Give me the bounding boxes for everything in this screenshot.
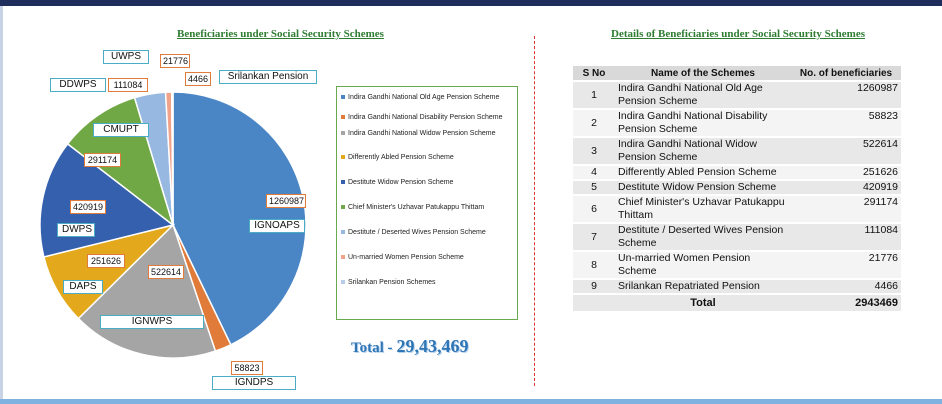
legend-item bbox=[341, 113, 513, 122]
row-sno: 8 bbox=[573, 251, 615, 279]
callout-value-ignoaps: 1260987 bbox=[266, 194, 306, 208]
table-row bbox=[573, 81, 901, 109]
total-beneficiaries bbox=[351, 336, 469, 357]
chart-title: Beneficiaries under Social Security Schemes bbox=[177, 28, 384, 40]
legend-swatch bbox=[341, 95, 345, 99]
table-header-row bbox=[573, 66, 901, 81]
callout-abbr-srilankan: Srilankan Pension bbox=[219, 70, 317, 84]
callout-value-dwps: 420919 bbox=[70, 200, 106, 214]
table-row bbox=[573, 165, 901, 180]
legend-swatch bbox=[341, 280, 345, 284]
callout-abbr-daps: DAPS bbox=[63, 280, 103, 294]
callout-value-uwps: 21776 bbox=[160, 54, 190, 68]
row-scheme-name: Destitute Widow Pension Scheme bbox=[615, 180, 791, 195]
legend-swatch bbox=[341, 155, 345, 159]
legend-label: Chief Minister's Uzhavar Patukappu Thittam bbox=[348, 204, 485, 211]
legend-label: Indira Gandhi National Disability Pension Scheme bbox=[348, 114, 503, 121]
table-row bbox=[573, 223, 901, 251]
legend-label: Destitute Widow Pension Scheme bbox=[348, 179, 454, 186]
row-scheme-name: Indira Gandhi National Old Age Pension Scheme bbox=[615, 81, 791, 109]
table-row bbox=[573, 109, 901, 137]
legend-item bbox=[341, 153, 513, 162]
legend-label: Differently Abled Pension Scheme bbox=[348, 154, 454, 161]
callout-abbr-ddwps: DDWPS bbox=[50, 78, 106, 92]
total-row-blank bbox=[573, 294, 615, 312]
table-row bbox=[573, 195, 901, 223]
row-sno: 1 bbox=[573, 81, 615, 109]
row-scheme-name: Indira Gandhi National Disability Pension Scheme bbox=[615, 109, 791, 137]
total-row-label: Total bbox=[615, 294, 791, 312]
legend-swatch bbox=[341, 131, 345, 135]
row-sno: 3 bbox=[573, 137, 615, 165]
row-scheme-name: Indira Gandhi National Widow Pension Scheme bbox=[615, 137, 791, 165]
row-scheme-name: Srilankan Repatriated Pension bbox=[615, 279, 791, 294]
row-count: 251626 bbox=[791, 165, 901, 180]
row-count: 291174 bbox=[791, 195, 901, 223]
table-total-row bbox=[573, 294, 901, 312]
row-sno: 2 bbox=[573, 109, 615, 137]
total-row-count: 2943469 bbox=[791, 294, 901, 312]
callout-value-ignwps: 522614 bbox=[148, 265, 184, 279]
callout-value-srilankan: 4466 bbox=[185, 72, 211, 86]
header-sno: S No bbox=[573, 66, 615, 81]
row-count: 58823 bbox=[791, 109, 901, 137]
total-value: 29,43,469 bbox=[396, 336, 469, 356]
legend-item bbox=[341, 93, 513, 102]
table-row bbox=[573, 279, 901, 294]
row-sno: 7 bbox=[573, 223, 615, 251]
legend-label: Indira Gandhi National Old Age Pension Scheme bbox=[348, 94, 500, 101]
legend-item bbox=[341, 203, 513, 212]
row-count: 111084 bbox=[791, 223, 901, 251]
total-label: Total - bbox=[351, 340, 393, 356]
callout-abbr-dwps: DWPS bbox=[57, 223, 95, 237]
legend-label: Destitute / Deserted Wives Pension Scheme bbox=[348, 229, 486, 236]
header-scheme-name: Name of the Schemes bbox=[615, 66, 791, 81]
row-sno: 9 bbox=[573, 279, 615, 294]
callout-value-ddwps: 111084 bbox=[108, 78, 148, 92]
legend-swatch bbox=[341, 180, 345, 184]
legend-item bbox=[341, 278, 513, 287]
table-title: Details of Beneficiaries under Social Security Schemes bbox=[611, 28, 865, 40]
callout-value-cmupt: 291174 bbox=[84, 153, 121, 167]
callout-value-igndps: 58823 bbox=[231, 361, 263, 375]
row-sno: 6 bbox=[573, 195, 615, 223]
row-scheme-name: Chief Minister's Uzhavar Patukappu Thittam bbox=[615, 195, 791, 223]
row-scheme-name: Destitute / Deserted Wives Pension Scheme bbox=[615, 223, 791, 251]
legend-swatch bbox=[341, 115, 345, 119]
row-count: 4466 bbox=[791, 279, 901, 294]
callout-abbr-ignoaps: IGNOAPS bbox=[249, 219, 305, 233]
schemes-table bbox=[573, 66, 901, 313]
table-row bbox=[573, 251, 901, 279]
row-count: 1260987 bbox=[791, 81, 901, 109]
row-count: 420919 bbox=[791, 180, 901, 195]
legend-item bbox=[341, 129, 513, 138]
callout-abbr-uwps: UWPS bbox=[103, 50, 149, 64]
legend-item bbox=[341, 178, 513, 187]
legend-label: Indira Gandhi National Widow Pension Scheme bbox=[348, 130, 496, 137]
row-sno: 5 bbox=[573, 180, 615, 195]
legend-label: Srilankan Pension Schemes bbox=[348, 279, 436, 286]
row-scheme-name: Un-married Women Pension Scheme bbox=[615, 251, 791, 279]
legend-swatch bbox=[341, 255, 345, 259]
table-row bbox=[573, 180, 901, 195]
legend-label: Un-married Women Pension Scheme bbox=[348, 254, 464, 261]
row-sno: 4 bbox=[573, 165, 615, 180]
table-row bbox=[573, 137, 901, 165]
header-beneficiaries: No. of beneficiaries bbox=[791, 66, 901, 81]
legend-swatch bbox=[341, 205, 345, 209]
callout-abbr-igndps: IGNDPS bbox=[212, 376, 296, 390]
row-count: 522614 bbox=[791, 137, 901, 165]
row-scheme-name: Differently Abled Pension Scheme bbox=[615, 165, 791, 180]
legend-swatch bbox=[341, 230, 345, 234]
legend-item bbox=[341, 228, 513, 237]
callout-abbr-cmupt: CMUPT bbox=[93, 123, 149, 137]
row-count: 21776 bbox=[791, 251, 901, 279]
chart-legend bbox=[336, 86, 518, 320]
legend-item bbox=[341, 253, 513, 262]
callout-abbr-ignwps: IGNWPS bbox=[100, 315, 204, 329]
callout-value-daps: 251626 bbox=[87, 254, 125, 268]
